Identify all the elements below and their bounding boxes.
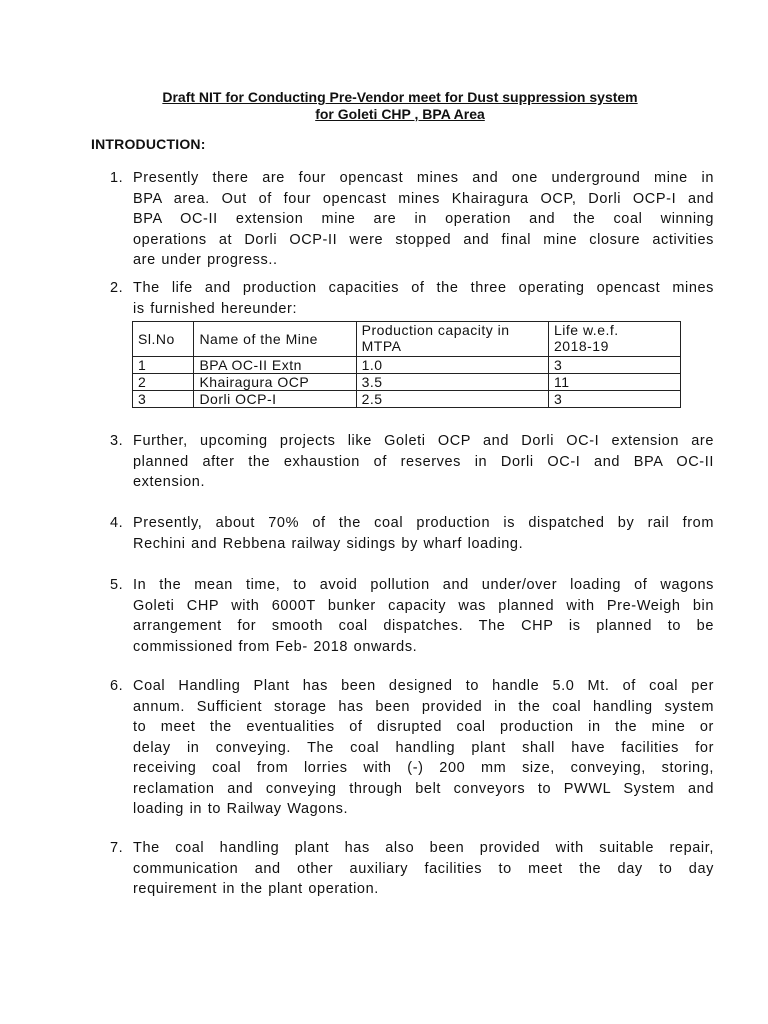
list-item-7 <box>110 838 714 900</box>
list-item-line: extension. <box>133 474 206 490</box>
list-item-line: delay in conveying. The coal handling plant shall have facilities for <box>133 739 714 756</box>
list-item-line: requirement in the plant operation. <box>133 881 379 897</box>
table-cell: 3 <box>549 391 681 408</box>
header-text: Sl.No <box>138 331 175 347</box>
table-row <box>133 391 681 408</box>
table-cell: 3 <box>549 357 681 374</box>
table-cell: BPA OC-II Extn <box>194 357 356 374</box>
table-row <box>133 357 681 374</box>
list-item-1 <box>110 168 714 271</box>
list-item-line: receiving coal from lorries with (-) 200 mm size, conveying, storing, <box>133 760 714 776</box>
table-cell: Dorli OCP-I <box>194 391 356 408</box>
header-text: Production capacity in <box>361 322 510 338</box>
table-header-cell <box>356 322 548 357</box>
list-item-line: is furnished hereunder: <box>133 300 298 317</box>
list-item-line: planned after the exhaustion of reserves in Dorli OC-I and BPA OC-II <box>133 453 714 470</box>
table-header-cell <box>549 322 681 357</box>
list-item-line: loading in to Railway Wagons. <box>133 801 349 817</box>
list-item-line: arrangement for smooth coal dispatches. The CHP is planned to be <box>133 618 714 634</box>
list-item-line: BPA area. Out of four opencast mines Khairagura OCP, Dorli OCP-I and <box>133 190 714 207</box>
table-cell: 1 <box>133 357 194 374</box>
table-cell: 1.0 <box>356 357 548 374</box>
title-line-1: Draft NIT for Conducting Pre-Vendor meet for Dust suppression system <box>162 89 638 105</box>
header-text: Name of the Mine <box>199 331 318 347</box>
table-cell: 2.5 <box>356 391 548 408</box>
table-cell: 2 <box>133 374 194 391</box>
list-item-number: 6. <box>110 678 124 694</box>
list-item-number: 3. <box>110 433 124 449</box>
list-item-line: Coal Handling Plant has been designed to handle 5.0 Mt. of coal per <box>133 678 714 694</box>
list-item-line: The coal handling plant has also been provided with suitable repair, <box>133 840 714 856</box>
table-cell: Khairagura OCP <box>194 374 356 391</box>
header-text: 2018-19 <box>554 338 609 354</box>
list-item-line: communication and other auxiliary facilities to meet the day to day <box>133 860 714 877</box>
list-item-5 <box>110 575 714 657</box>
list-item-2 <box>110 278 714 319</box>
list-item-line: commissioned from Feb- 2018 onwards. <box>133 638 418 655</box>
section-heading-introduction: INTRODUCTION: <box>91 136 206 152</box>
table-header-row <box>133 322 681 357</box>
list-item-4 <box>110 513 714 554</box>
header-text: Life w.e.f. <box>554 322 619 338</box>
list-item-3 <box>110 431 714 493</box>
table-header-cell <box>194 322 356 357</box>
list-item-line: Goleti CHP with 6000T bunker capacity was planned with Pre-Weigh bin <box>133 597 714 614</box>
list-item-line: In the mean time, to avoid pollution and under/over loading of wagons <box>133 577 714 593</box>
document-title <box>90 89 710 123</box>
list-item-line: Presently there are four opencast mines and one underground mine in <box>133 170 714 186</box>
list-item-line: Presently, about 70% of the coal production is dispatched by rail from <box>133 515 714 531</box>
table-cell: 3 <box>133 391 194 408</box>
list-item-line: are under progress.. <box>133 252 278 268</box>
list-item-number: 4. <box>110 515 124 531</box>
list-item-line: Rechini and Rebbena railway sidings by wharf loading. <box>133 535 524 552</box>
list-item-line: annum. Sufficient storage has been provided in the coal handling system <box>133 698 714 715</box>
table-cell: 3.5 <box>356 374 548 391</box>
list-item-number: 5. <box>110 577 124 593</box>
mines-table <box>132 321 681 408</box>
list-item-number: 1. <box>110 170 124 186</box>
list-item-number: 7. <box>110 840 124 856</box>
list-item-number: 2. <box>110 280 124 296</box>
list-item-line: BPA OC-II extension mine are in operation and the coal winning <box>133 211 714 227</box>
table-row <box>133 374 681 391</box>
list-item-line: Further, upcoming projects like Goleti OCP and Dorli OC-I extension are <box>133 433 714 449</box>
table-header-cell <box>133 322 194 357</box>
list-item-line: operations at Dorli OCP-II were stopped and final mine closure activities <box>133 231 714 248</box>
table-cell: 11 <box>549 374 681 391</box>
title-line-2: for Goleti CHP , BPA Area <box>315 106 485 122</box>
list-item-6 <box>110 676 714 820</box>
list-item-line: The life and production capacities of the three operating opencast mines <box>133 280 714 296</box>
list-item-line: to meet the eventualities of disrupted coal production in the mine or <box>133 719 714 735</box>
header-text: MTPA <box>361 338 402 354</box>
list-item-line: reclamation and conveying through belt conveyors to PWWL System and <box>133 780 714 797</box>
